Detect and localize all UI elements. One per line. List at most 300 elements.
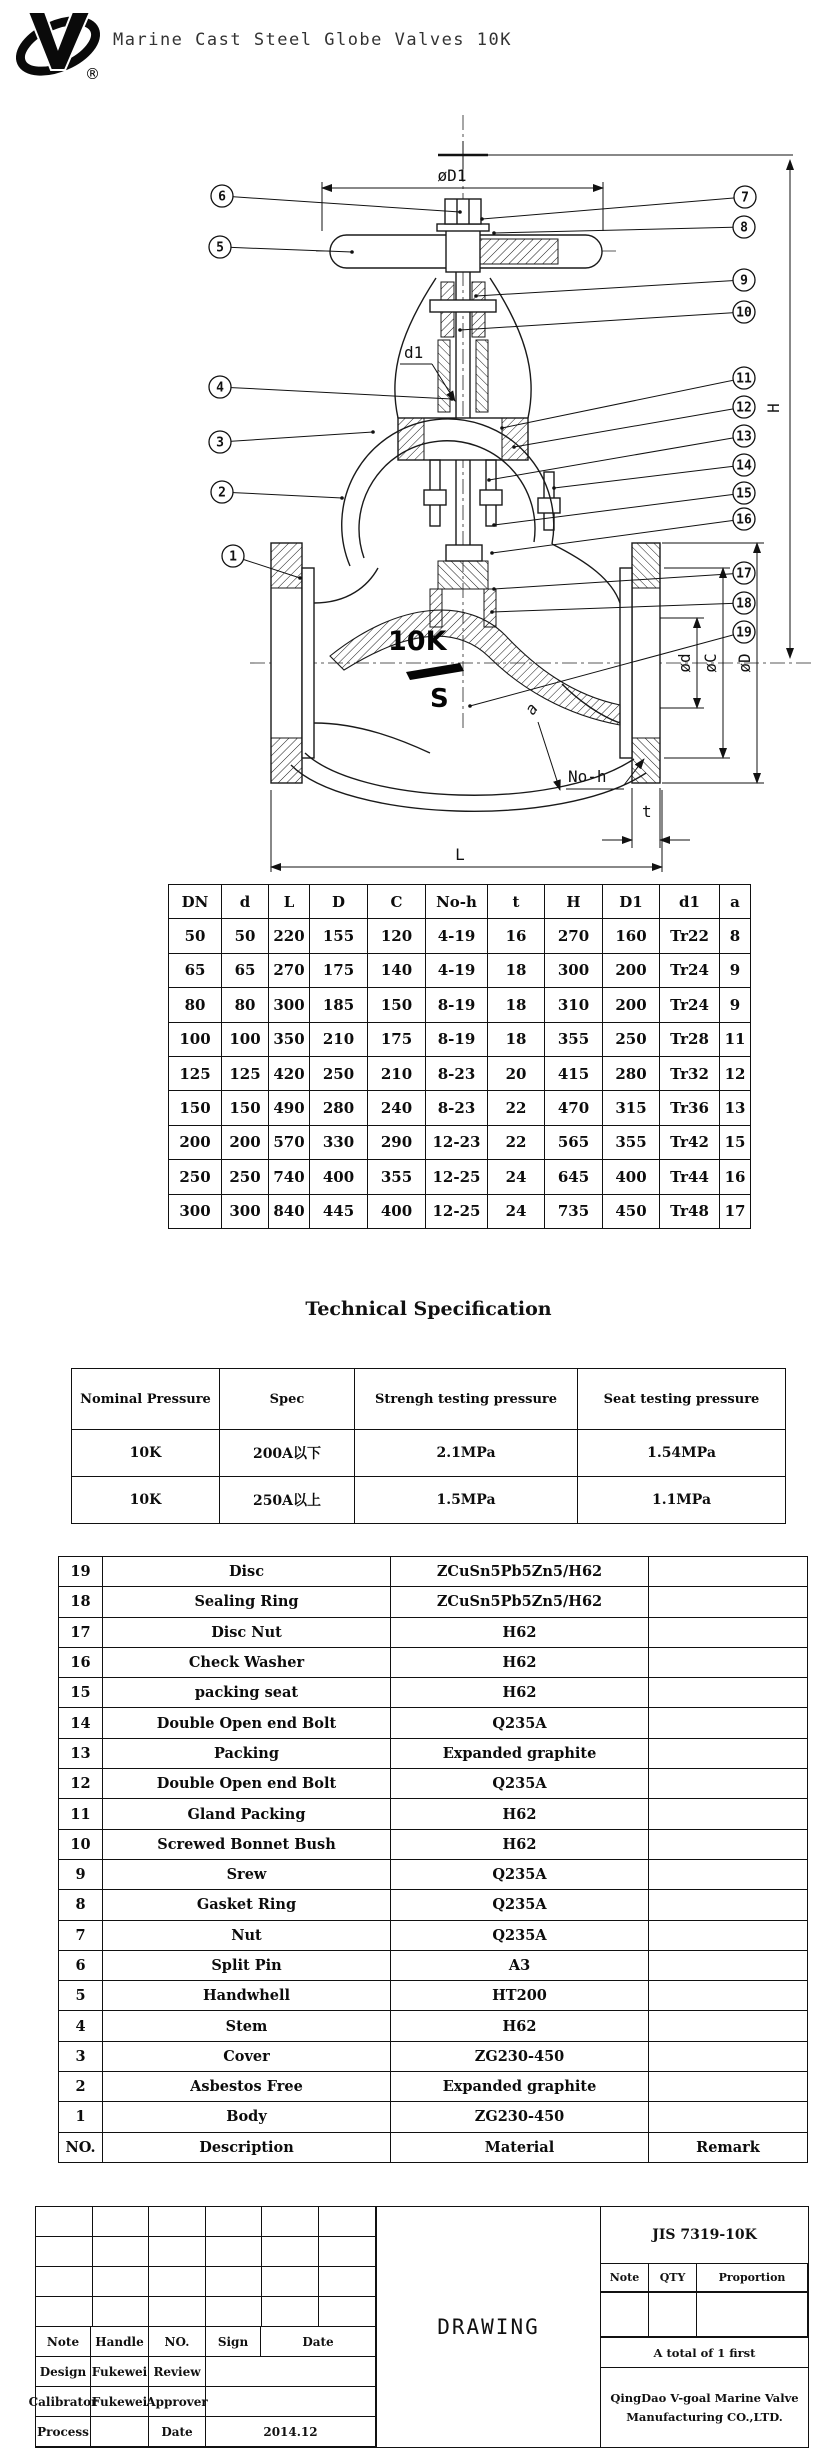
revision-cell [93, 2297, 150, 2327]
dimension-table-row-cell: 20 [488, 1056, 545, 1090]
parts-list-table [58, 1556, 808, 2163]
revision-cell [206, 2297, 263, 2327]
parts-list-row-cell [649, 1678, 808, 1708]
parts-list-row-cell: ZG230-450 [391, 2102, 649, 2132]
parts-list-row-cell: Disc [103, 1557, 391, 1587]
dimension-table-row-cell: 565 [545, 1125, 603, 1159]
revision-cell [36, 2207, 93, 2237]
dimension-table-row-cell: 100 [169, 1022, 222, 1056]
callout-number: 9 [740, 273, 748, 289]
parts-list-row-cell [649, 1647, 808, 1677]
callout-number: 17 [736, 566, 752, 582]
parts-list-row-cell: 1 [59, 2102, 103, 2132]
parts-list-row-cell [649, 2072, 808, 2102]
tech-spec-row-cell: 250A以上 [220, 1477, 355, 1524]
dimension-table-row-cell: 16 [488, 919, 545, 953]
parts-list-row-cell: Handwhell [103, 1981, 391, 2011]
dimension-table-row-cell: 155 [310, 919, 368, 953]
dimension-table-row-cell: 13 [720, 1091, 751, 1125]
dimension-table-row-cell: 840 [269, 1194, 310, 1228]
dimension-table-row-cell: 645 [545, 1160, 603, 1194]
dimension-table-row-cell: 175 [368, 1022, 426, 1056]
revision-cell [262, 2237, 319, 2267]
rating-marking: 10K [388, 626, 447, 657]
dimension-table-row [169, 988, 751, 1022]
dimension-table-row-cell: 125 [222, 1056, 269, 1090]
dimension-table-row-cell: 22 [488, 1125, 545, 1159]
dim-t [602, 788, 690, 848]
parts-list-row-cell [649, 1587, 808, 1617]
dimension-table-row-cell: 17 [720, 1194, 751, 1228]
dimension-table-row-cell: 200 [603, 953, 660, 987]
parts-list-row-cell: Cover [103, 2041, 391, 2071]
parts-list-row-cell [649, 1920, 808, 1950]
tech-spec-header-row-cell: Seat testing pressure [578, 1369, 786, 1430]
parts-list-row-cell: Disc Nut [103, 1617, 391, 1647]
parts-list-row-cell [649, 1890, 808, 1920]
parts-list-row [59, 1557, 808, 1587]
svg-text:L: L [455, 845, 465, 864]
dimension-table-row-cell: 12-23 [426, 1125, 488, 1159]
parts-list-row-cell: 18 [59, 1587, 103, 1617]
parts-list-row-cell: H62 [391, 1829, 649, 1859]
dimension-table-row-cell: 250 [222, 1160, 269, 1194]
dimension-table-row-cell: 570 [269, 1125, 310, 1159]
title-block [28, 2206, 809, 2448]
qty-empty-cell [697, 2293, 808, 2337]
dimension-table-row-cell: 24 [488, 1160, 545, 1194]
parts-list-row-cell: Gland Packing [103, 1799, 391, 1829]
dimension-table-row-cell: Tr28 [660, 1022, 720, 1056]
title-block-header-cell: Sign [206, 2327, 261, 2357]
dimension-table-row-cell: Tr42 [660, 1125, 720, 1159]
svg-text:d1: d1 [404, 343, 424, 362]
dimension-table-row-cell: 18 [488, 953, 545, 987]
dimension-table-row-cell: 175 [310, 953, 368, 987]
parts-list-row [59, 1617, 808, 1647]
dimension-table-row [169, 919, 751, 953]
parts-list-row-cell: H62 [391, 1799, 649, 1829]
top-reference-line [438, 141, 793, 169]
title-block-cell: Fukewei [91, 2357, 149, 2387]
dimension-table-row-cell: 290 [368, 1125, 426, 1159]
title-block-cell: Process [36, 2417, 91, 2447]
callout-number: 8 [740, 220, 748, 236]
revision-cell [206, 2267, 263, 2297]
page-title: Marine Cast Steel Globe Valves 10K [113, 30, 512, 50]
parts-list-row-cell: Double Open end Bolt [103, 1708, 391, 1738]
dimension-table-row [169, 1125, 751, 1159]
dimension-table-row-cell: 300 [269, 988, 310, 1022]
dimension-table-row-cell: 250 [310, 1056, 368, 1090]
qty-header-cell: Proportion [697, 2264, 808, 2292]
parts-list-row [59, 2041, 808, 2071]
callout-number: 18 [736, 596, 752, 612]
dimension-table-row-cell: 740 [269, 1160, 310, 1194]
parts-list-row-cell: Q235A [391, 1859, 649, 1889]
dimension-table-row-cell: 355 [545, 1022, 603, 1056]
parts-list-row-cell: Srew [103, 1859, 391, 1889]
parts-list-row-cell: 19 [59, 1557, 103, 1587]
dimension-table-row-cell: 420 [269, 1056, 310, 1090]
parts-list-row-cell: Stem [103, 2011, 391, 2041]
dimension-table-row-cell: 310 [545, 988, 603, 1022]
registered-mark: ® [85, 65, 100, 83]
parts-list-row-cell: 11 [59, 1799, 103, 1829]
parts-list-row-cell: Double Open end Bolt [103, 1769, 391, 1799]
revision-cell [206, 2237, 263, 2267]
dimension-table-row-cell: 200 [603, 988, 660, 1022]
parts-list-row-cell [649, 1859, 808, 1889]
parts-list-row-cell: Packing [103, 1738, 391, 1768]
tech-spec-row-cell: 1.54MPa [578, 1430, 786, 1477]
parts-list-row-cell: 10 [59, 1829, 103, 1859]
dimension-table-row-cell: 330 [310, 1125, 368, 1159]
dim-a [521, 699, 560, 790]
dimension-table-header-row-cell: a [720, 885, 751, 919]
dimension-table-row-cell: 220 [269, 919, 310, 953]
svg-text:t: t [642, 802, 652, 821]
parts-list-row-cell: H62 [391, 1647, 649, 1677]
parts-list-row-cell: Q235A [391, 1708, 649, 1738]
parts-list-footer-row-cell: Material [391, 2132, 649, 2162]
dimension-table-row-cell: 300 [545, 953, 603, 987]
parts-list-row-cell: H62 [391, 2011, 649, 2041]
title-block-cell: Date [149, 2417, 206, 2447]
dimension-table-row-cell: 8-23 [426, 1091, 488, 1125]
callout-number: 15 [736, 486, 752, 502]
svg-text:a: a [520, 699, 542, 719]
parts-list-row-cell: Split Pin [103, 1950, 391, 1980]
parts-list-row-cell: 9 [59, 1859, 103, 1889]
parts-list-footer-row-cell: Description [103, 2132, 391, 2162]
dimension-table-row-cell: 150 [169, 1091, 222, 1125]
parts-list-row-cell: Sealing Ring [103, 1587, 391, 1617]
revision-cell [319, 2237, 376, 2267]
dimension-table-row-cell: 240 [368, 1091, 426, 1125]
parts-list-row-cell: H62 [391, 1678, 649, 1708]
revision-cell [93, 2207, 150, 2237]
dimension-table-row-cell: 65 [222, 953, 269, 987]
dimension-table-row-cell: 65 [169, 953, 222, 987]
dimension-table-row-cell: 450 [603, 1194, 660, 1228]
dimension-table-row-cell: 300 [222, 1194, 269, 1228]
parts-list-row [59, 1587, 808, 1617]
tech-spec-row-cell: 1.1MPa [578, 1477, 786, 1524]
dimension-table-header-row-cell: L [269, 885, 310, 919]
title-block-header-cell: Note [36, 2327, 91, 2357]
dimension-table-row-cell: 250 [603, 1022, 660, 1056]
tech-spec-title: Technical Specification [305, 1298, 552, 1320]
parts-list-row-cell: Q235A [391, 1890, 649, 1920]
dimension-table-row-cell: 22 [488, 1091, 545, 1125]
dimension-table-row-cell: 50 [169, 919, 222, 953]
dimension-table-header-row-cell: d [222, 885, 269, 919]
revision-cell [149, 2237, 206, 2267]
revision-cell [149, 2297, 206, 2327]
dimension-table-row-cell: 80 [222, 988, 269, 1022]
parts-list-row-cell: 7 [59, 1920, 103, 1950]
dimension-table-row [169, 953, 751, 987]
dimension-table-row-cell: 120 [368, 919, 426, 953]
dimension-table-row-cell: 270 [269, 953, 310, 987]
dimension-table-header-row-cell: DN [169, 885, 222, 919]
dim-h [764, 160, 790, 658]
parts-list-row-cell [649, 1738, 808, 1768]
dimension-table-row-cell: 150 [368, 988, 426, 1022]
title-block-cell: Review [149, 2357, 206, 2387]
parts-list-row [59, 1981, 808, 2011]
svg-text:øD: øD [735, 653, 754, 673]
parts-list-row-cell: ZG230-450 [391, 2041, 649, 2071]
dimension-table-row [169, 1091, 751, 1125]
parts-list-row-cell: 5 [59, 1981, 103, 2011]
dimension-table-row [169, 1022, 751, 1056]
dimension-table-row-cell: 11 [720, 1022, 751, 1056]
dimension-table-header-row-cell: t [488, 885, 545, 919]
callout-number: 7 [741, 190, 749, 206]
parts-list-row-cell: Screwed Bonnet Bush [103, 1829, 391, 1859]
parts-list-row-cell [649, 1950, 808, 1980]
parts-list-row-cell: Nut [103, 1920, 391, 1950]
tech-spec-header-row-cell: Spec [220, 1369, 355, 1430]
dimension-table-row-cell: 445 [310, 1194, 368, 1228]
tech-spec-row-cell: 10K [72, 1430, 220, 1477]
dimension-table-row-cell: 270 [545, 919, 603, 953]
callout-number: 5 [216, 240, 224, 256]
parts-list-row-cell: Expanded graphite [391, 2072, 649, 2102]
parts-list-row-cell: Q235A [391, 1769, 649, 1799]
valve-drawing [0, 95, 830, 880]
parts-list-row-cell: 12 [59, 1769, 103, 1799]
parts-list-row-cell [649, 1981, 808, 2011]
tech-spec-row [72, 1477, 786, 1524]
parts-list-row [59, 2072, 808, 2102]
callout-number: 12 [736, 400, 752, 416]
dimension-table-row-cell: 355 [603, 1125, 660, 1159]
parts-list-row-cell [649, 1799, 808, 1829]
svg-text:øC: øC [701, 653, 720, 673]
dimension-table-row-cell: 300 [169, 1194, 222, 1228]
dimension-table-row-cell: Tr48 [660, 1194, 720, 1228]
parts-list-row-cell: Check Washer [103, 1647, 391, 1677]
dimension-table-row-cell: Tr44 [660, 1160, 720, 1194]
dimension-table-row-cell: Tr22 [660, 919, 720, 953]
dimension-table-header-row-cell: H [545, 885, 603, 919]
dimension-table-row [169, 1056, 751, 1090]
dimension-table-row-cell: 400 [368, 1194, 426, 1228]
parts-list-row-cell [649, 1829, 808, 1859]
title-block-cell: Calibrator [36, 2387, 91, 2417]
parts-list-row [59, 1708, 808, 1738]
callout-number: 4 [216, 380, 224, 396]
tech-spec-row-cell: 10K [72, 1477, 220, 1524]
parts-list-row [59, 2102, 808, 2132]
dimension-table-row-cell: 50 [222, 919, 269, 953]
title-block-cell: Approver [149, 2387, 206, 2417]
dimension-table-row-cell: Tr24 [660, 953, 720, 987]
callout-number: 13 [736, 429, 752, 445]
parts-list-footer-row [59, 2132, 808, 2162]
dimension-table-row-cell: 4-19 [426, 953, 488, 987]
dimension-table-row-cell: 18 [488, 988, 545, 1022]
dimension-table-row-cell: 200 [169, 1125, 222, 1159]
callout-number: 16 [736, 512, 752, 528]
parts-list-row-cell: 6 [59, 1950, 103, 1980]
revision-cell [319, 2267, 376, 2297]
dimension-table-row-cell: 8 [720, 919, 751, 953]
dimension-table-row-cell: 280 [603, 1056, 660, 1090]
dimension-table-row-cell: 280 [310, 1091, 368, 1125]
parts-list-row-cell [649, 2041, 808, 2071]
callout-number: 3 [216, 435, 224, 451]
qty-header-cell: Note [601, 2264, 649, 2292]
tech-spec-row-cell: 200A以下 [220, 1430, 355, 1477]
callout-number: 10 [736, 305, 752, 321]
dimension-table-row-cell: 4-19 [426, 919, 488, 953]
revision-cell [93, 2267, 150, 2297]
svg-text:øD1: øD1 [437, 166, 467, 185]
parts-list-footer-row-cell: Remark [649, 2132, 808, 2162]
dimension-table-row-cell: 140 [368, 953, 426, 987]
dimension-table-row-cell: Tr32 [660, 1056, 720, 1090]
dimension-table-row-cell: 250 [169, 1160, 222, 1194]
parts-list-row-cell [649, 2011, 808, 2041]
dimension-table-header-row-cell: No-h [426, 885, 488, 919]
dimension-table-row-cell: 15 [720, 1125, 751, 1159]
dimension-table-row-cell: 16 [720, 1160, 751, 1194]
title-block-cell [206, 2387, 376, 2417]
qty-empty-cell [649, 2293, 697, 2337]
dimension-table-row-cell: 400 [603, 1160, 660, 1194]
dimension-table-row-cell: 400 [310, 1160, 368, 1194]
parts-list-row-cell: 16 [59, 1647, 103, 1677]
tech-spec-header-row-cell: Strengh testing pressure [355, 1369, 578, 1430]
parts-list-row [59, 1799, 808, 1829]
title-block-header-cell: Date [261, 2327, 376, 2357]
parts-list-row [59, 1920, 808, 1950]
revision-cell [149, 2207, 206, 2237]
parts-list-row [59, 1738, 808, 1768]
dimension-table-row-cell: 150 [222, 1091, 269, 1125]
dimension-table-row-cell: 415 [545, 1056, 603, 1090]
dimension-table-header-row-cell: D1 [603, 885, 660, 919]
dimension-table-row-cell: 12 [720, 1056, 751, 1090]
parts-list-row-cell [649, 2102, 808, 2132]
revision-cell [206, 2207, 263, 2237]
parts-list-row-cell: A3 [391, 1950, 649, 1980]
revision-cell [262, 2267, 319, 2297]
tech-spec-header-row [72, 1369, 786, 1430]
parts-list-row-cell: Q235A [391, 1920, 649, 1950]
dimension-table-row-cell: 470 [545, 1091, 603, 1125]
dim-l [271, 790, 662, 872]
dimension-table-row-cell: 185 [310, 988, 368, 1022]
dimension-table-row-cell: Tr24 [660, 988, 720, 1022]
parts-list-row-cell: 3 [59, 2041, 103, 2071]
title-block-cell: Fukewei [91, 2387, 149, 2417]
tech-spec-header-row-cell: Nominal Pressure [72, 1369, 220, 1430]
title-block-right [601, 2207, 808, 2447]
dimension-table-row-cell: 80 [169, 988, 222, 1022]
revision-cell [93, 2237, 150, 2267]
dimension-table-row-cell: 490 [269, 1091, 310, 1125]
parts-list-row-cell: Body [103, 2102, 391, 2132]
dimension-table-row-cell: 12-25 [426, 1194, 488, 1228]
parts-list-row-cell: 14 [59, 1708, 103, 1738]
dimension-table-row-cell: 24 [488, 1194, 545, 1228]
parts-list-row [59, 1769, 808, 1799]
parts-list-row-cell: Asbestos Free [103, 2072, 391, 2102]
dimension-table-row-cell: 315 [603, 1091, 660, 1125]
revision-cell [36, 2297, 93, 2327]
callout-number: 6 [218, 189, 226, 205]
title-block-cell: Design [36, 2357, 91, 2387]
company-name: QingDao V-goal Marine Valve Manufacturing CO.,LTD. [610, 2391, 799, 2424]
parts-list-row-cell [649, 1769, 808, 1799]
title-block-header-cell: NO. [149, 2327, 206, 2357]
dimension-table-row [169, 1160, 751, 1194]
parts-list-row-cell: 2 [59, 2072, 103, 2102]
parts-list-row-cell [649, 1708, 808, 1738]
company-logo-icon [12, 6, 112, 86]
revision-cell [262, 2297, 319, 2327]
parts-list-row [59, 1678, 808, 1708]
dimension-table-row-cell: 200 [222, 1125, 269, 1159]
dimension-table-row-cell: Tr36 [660, 1091, 720, 1125]
dimension-table-row-cell: 8-23 [426, 1056, 488, 1090]
parts-list-row-cell: H62 [391, 1617, 649, 1647]
standard-number: JIS 7319-10K [601, 2207, 808, 2264]
dimension-table-row-cell: 210 [368, 1056, 426, 1090]
dimension-table-row-cell: 8-19 [426, 988, 488, 1022]
dimension-table-header-row-cell: d1 [660, 885, 720, 919]
parts-list-row-cell: HT200 [391, 1981, 649, 2011]
dimension-table-header-row-cell: D [310, 885, 368, 919]
svg-text:H: H [764, 403, 783, 413]
dimension-table-header-row [169, 885, 751, 919]
parts-list-row-cell: 13 [59, 1738, 103, 1768]
dimension-table-row-cell: 18 [488, 1022, 545, 1056]
valve-body [271, 199, 660, 811]
qty-header-cell: QTY [649, 2264, 697, 2292]
revision-cell [149, 2267, 206, 2297]
parts-list-row [59, 1859, 808, 1889]
parts-list-row-cell: 8 [59, 1890, 103, 1920]
title-block-cell [91, 2417, 149, 2447]
callout-number: 1 [229, 549, 237, 565]
dimension-table-row-cell: 350 [269, 1022, 310, 1056]
dimension-table-row-cell: 355 [368, 1160, 426, 1194]
parts-list-row-cell [649, 1617, 808, 1647]
revision-cell [319, 2297, 376, 2327]
revision-cell [319, 2207, 376, 2237]
svg-text:ød: ød [675, 653, 694, 673]
title-block-revision-grid [28, 2207, 377, 2447]
parts-list-row-cell: 17 [59, 1617, 103, 1647]
tech-spec-row-cell: 1.5MPa [355, 1477, 578, 1524]
callout-number: 2 [218, 485, 226, 501]
title-block-cell [206, 2357, 376, 2387]
title-block-drawing-cell [377, 2207, 601, 2447]
total-note: A total of 1 first [601, 2338, 808, 2368]
dimension-table-row-cell: 9 [720, 953, 751, 987]
callout-number: 14 [736, 458, 752, 474]
parts-list-row-cell: 15 [59, 1678, 103, 1708]
parts-list-row-cell: Expanded graphite [391, 1738, 649, 1768]
parts-list-row-cell: 4 [59, 2011, 103, 2041]
dimension-table-row [169, 1194, 751, 1228]
